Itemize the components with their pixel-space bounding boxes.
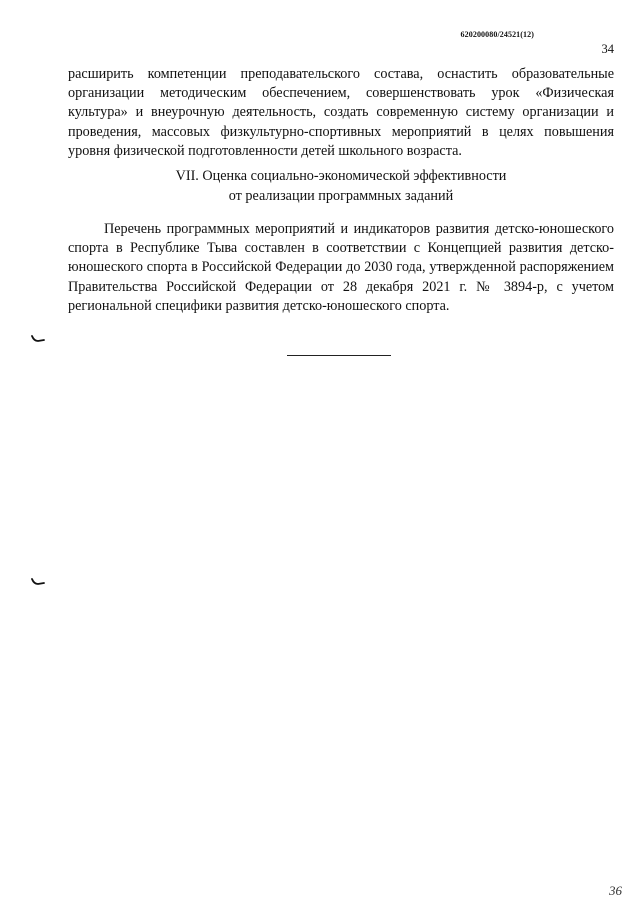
paragraph-continued: расширить компетенции преподавательского состава, оснастить образовательные организации методическим обеспечением, совершенствовать урок «Физическая культура» и внеурочную деятельность, создать современную систему организации и проведения, массовых физкультурно-спортивных мероприятий в целях повышения уровня физической подготовленности детей школьного возраста. [68,66,614,159]
margin-check-mark-icon [31,335,45,343]
page-number: 34 [601,42,614,56]
handwritten-page-number: 36 [609,883,622,898]
section-heading-line-2: от реализации программных заданий [228,187,454,204]
document-code: 620200080/24521(12) [460,30,534,39]
section-heading [68,167,614,206]
margin-check-mark-icon [31,578,45,586]
section-heading-line-1: VII. Оценка социально-экономической эффективности [175,168,507,184]
separator-line [287,355,391,356]
paragraph-body: Перечень программных мероприятий и индикаторов развития детско-юношеского спорта в Республике Тыва составлен в соответствии с Концепцией развития детско-юношеского спорта в Российской Федерации до 2030 года, утвержденной распоряжением Правительства Российской Федерации от 28 декабря 2021 г. № 3894-р, с учетом региональной специфики развития детско-юношеского спорта. [68,221,614,314]
